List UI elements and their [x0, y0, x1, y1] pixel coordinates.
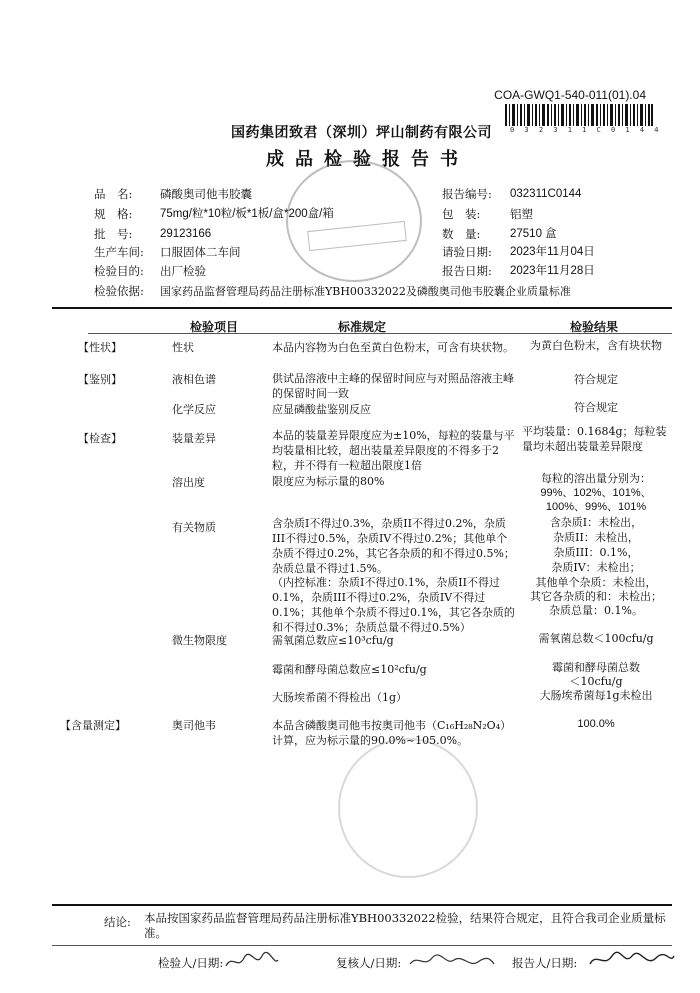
- reviewer-signature: [406, 950, 498, 972]
- conclusion-text: 本品按国家药品监督管理局药品注册标准YBH00332022检验，结果符合规定，且符合我司企业质量标准。: [144, 911, 666, 940]
- basis-label: 检验依据:: [94, 284, 144, 298]
- col-item-header: 检验项目: [190, 320, 239, 334]
- std-chemical: 应显磷酸盐鉴别反应: [272, 403, 371, 416]
- spec-label: 规 格:: [94, 207, 133, 221]
- workshop: 口服固体二车间: [160, 245, 241, 259]
- purpose: 出厂检验: [160, 264, 206, 278]
- document-code: COA-GWQ1-540-011(01).04: [494, 88, 646, 102]
- request-date: 2023年11月04日: [510, 246, 595, 258]
- reporter-signature: [586, 948, 678, 972]
- std-fill-variation: 本品的装量差异限度应为±10%，每粒的装量与平均装量相比较，超出装量差异限度的不得多于2粒，并不得有一粒超出限度1倍: [272, 429, 515, 472]
- report-no-label: 报告编号:: [442, 187, 492, 201]
- std-hplc: 供试品溶液中主峰的保留时间应与对照品溶液主峰的保留时间一致: [272, 372, 514, 400]
- product-label: 品 名:: [94, 187, 133, 201]
- batch-number: 29123166: [160, 228, 212, 240]
- inspector-label: 检验人/日期:: [158, 956, 224, 970]
- col-result-header: 检验结果: [570, 320, 619, 334]
- std-mold-yeast: 霉菌和酵母菌总数应≤10²cfu/g: [272, 663, 427, 676]
- quantity-label: 数 量:: [442, 227, 481, 241]
- item-fill-variation: 装量差异: [172, 432, 216, 445]
- std-ecoli: 大肠埃希菌不得检出（1g）: [272, 691, 408, 704]
- reporter-label: 报告人/日期:: [512, 956, 578, 970]
- item-impurities: 有关物质: [172, 521, 216, 534]
- item-appearance: 性状: [172, 341, 194, 354]
- std-dissolution: 限度应为标示量的80%: [272, 475, 385, 488]
- result-fill-variation: 平均装量：0.1684g；每粒装量均未超出装量差异限度: [522, 425, 667, 453]
- divider-bottom: [52, 904, 672, 906]
- std-appearance: 本品内容物为白色至黄白色粉末，可含有块状物。: [272, 341, 514, 354]
- result-appearance: 为黄白色粉末，含有块状物: [530, 339, 662, 352]
- report-date: 2023年11月28日: [510, 265, 595, 277]
- report-date-label: 报告日期:: [442, 264, 492, 278]
- workshop-label: 生产车间:: [94, 245, 144, 259]
- package-label: 包 装:: [442, 207, 481, 221]
- result-aerobic: 需氧菌总数＜100cfu/g: [538, 632, 654, 645]
- std-impurities: 含杂质I不得过0.3%，杂质II不得过0.2%，杂质III不得过0.5%，杂质IV不得过0.2%；其他单个杂质不得过0.2%，其它各杂质的和不得过0.5%；杂质总量不得过1.5%。: [272, 517, 515, 575]
- result-impurity-2: 杂质II：未检出，: [553, 531, 639, 544]
- std-impurities-internal: （内控标准：杂质I不得过0.1%，杂质II不得过0.1%，杂质III不得过0.2%，杂质IV不得过0.1%；其他单个杂质不得过0.1%，其它各杂质的和不得过0.3%；杂质总量不得过0.5%）: [272, 576, 515, 634]
- item-chemical: 化学反应: [172, 403, 216, 416]
- result-impurity-4: 杂质IV：未检出；: [551, 561, 641, 574]
- result-impurity-3: 杂质III：0.1%，: [553, 546, 639, 559]
- reviewer-label: 复核人/日期:: [336, 956, 402, 970]
- conclusion-divider: [52, 945, 672, 946]
- divider-top: [52, 307, 672, 309]
- batch-label: 批 号:: [94, 227, 133, 241]
- section-examination: 【检查】: [78, 432, 122, 445]
- result-impurity-1: 含杂质I：未检出，: [549, 516, 643, 529]
- item-oseltamivir: 奥司他韦: [172, 719, 216, 732]
- inspector-signature: [222, 950, 282, 972]
- spec: 75mg/粒*10粒/板*1板/盒*200盒/箱: [160, 208, 334, 220]
- item-dissolution: 溶出度: [172, 476, 205, 489]
- std-aerobic: 需氧菌总数应≤10³cfu/g: [272, 634, 394, 647]
- result-dissolution-values-1: 99%、102%、101%、: [540, 487, 652, 499]
- conclusion-label: 结论:: [104, 915, 131, 929]
- product-name: 磷酸奥司他韦胶囊: [160, 187, 252, 201]
- result-assay: 100.0%: [577, 718, 615, 730]
- section-appearance: 【性状】: [78, 341, 122, 354]
- item-hplc: 液相色谱: [172, 373, 216, 386]
- std-assay: 本品含磷酸奥司他韦按奥司他韦（C₁₆H₂₈N₂O₄）计算，应为标示量的90.0%~105.0%。: [272, 719, 512, 747]
- item-microbial: 微生物限度: [172, 634, 227, 647]
- purpose-label: 检验目的:: [94, 264, 144, 278]
- col-standard-header: 标准规定: [338, 320, 387, 334]
- result-mold-yeast-value: ＜10cfu/g: [569, 675, 623, 688]
- package: 铝塑: [510, 207, 533, 221]
- quantity: 27510 盒: [510, 228, 557, 240]
- result-dissolution-label: 每粒的溶出量分别为：: [541, 472, 651, 485]
- report-no: 032311C0144: [510, 188, 582, 200]
- result-dissolution-values-2: 100%、99%、101%: [545, 501, 647, 513]
- request-date-label: 请验日期:: [442, 245, 492, 259]
- section-assay: 【含量测定】: [60, 719, 126, 732]
- result-chemical: 符合规定: [574, 401, 618, 414]
- result-hplc: 符合规定: [574, 373, 618, 386]
- barcode: [505, 104, 653, 126]
- basis: 国家药品监督管理局药品注册标准YBH00332022及磷酸奥司他韦胶囊企业质量标准: [160, 285, 571, 298]
- bottom-stamp: [338, 738, 478, 878]
- result-impurity-6: 其它各杂质的和：未检出；: [530, 590, 662, 603]
- barcode-text: 0 3 2 3 1 1 C 0 1 4 4: [510, 126, 662, 134]
- header-divider: [88, 333, 672, 334]
- result-impurity-5: 其他单个杂质：未检出，: [535, 576, 657, 589]
- result-mold-yeast: 霉菌和酵母菌总数: [552, 661, 640, 674]
- result-impurity-7: 杂质总量：0.1%。: [549, 604, 643, 617]
- report-title: 成品检验报告书: [266, 149, 469, 170]
- company-name: 国药集团致君（深圳）坪山制药有限公司: [231, 125, 492, 141]
- result-ecoli: 大肠埃希菌每1g未检出: [539, 689, 653, 702]
- section-identification: 【鉴别】: [78, 373, 122, 386]
